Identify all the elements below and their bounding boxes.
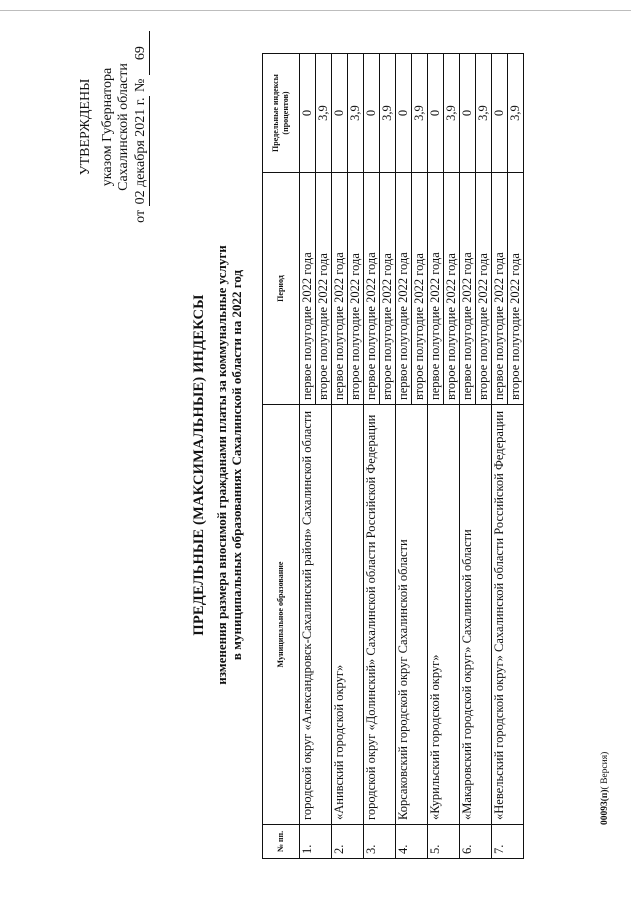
index-second: 3,9 <box>348 54 364 173</box>
municipality-name: «Курильский городской округ» <box>428 405 460 825</box>
table-row <box>300 54 316 859</box>
approval-number-label: № <box>133 78 148 93</box>
approval-block <box>78 27 150 227</box>
period-second: второе полугодие 2022 года <box>316 173 332 405</box>
table-row <box>428 54 444 859</box>
index-first: 0 <box>428 54 444 173</box>
approval-line-1: указом Губернатора <box>100 67 115 187</box>
municipality-name: Корсаковский городской округ Сахалинской области <box>396 405 428 825</box>
table-row <box>332 54 348 859</box>
approval-line-2: Сахалинской области <box>116 63 131 191</box>
approval-number: 69 <box>133 31 150 75</box>
index-first: 0 <box>396 54 412 173</box>
period-second: второе полугодие 2022 года <box>380 173 396 405</box>
period-first: первое полугодие 2022 года <box>460 173 476 405</box>
document-title: ПРЕДЕЛЬНЫЕ (МАКСИМАЛЬНЫЕ) ИНДЕКСЫ <box>191 294 207 636</box>
approval-date: 02 декабря 2021 г. <box>133 97 148 205</box>
document-footer <box>600 752 610 825</box>
table-row <box>492 54 508 859</box>
row-number: 2. <box>332 825 364 859</box>
document-version: ( Версия) <box>600 751 610 790</box>
municipality-name: городской округ «Долинский» Сахалинской области Российской Федерации <box>364 405 396 825</box>
index-second: 3,9 <box>412 54 428 173</box>
document-code: 00093(п) <box>600 789 610 825</box>
period-second: второе полугодие 2022 года <box>476 173 492 405</box>
index-first: 0 <box>460 54 476 173</box>
row-number: 5. <box>428 825 460 859</box>
municipality-name: городской округ «Александровск-Сахалинский район» Сахалинской области <box>300 405 332 825</box>
period-first: первое полугодие 2022 года <box>492 173 508 405</box>
period-second: второе полугодие 2022 года <box>444 173 460 405</box>
table-row <box>364 54 380 859</box>
municipality-name: «Анивский городской округ» <box>332 405 364 825</box>
period-first: первое полугодие 2022 года <box>300 173 316 405</box>
approval-date-line <box>133 27 150 227</box>
approval-title: УТВЕРЖДЕНЫ <box>78 78 93 176</box>
table-row <box>396 54 412 859</box>
row-number: 3. <box>364 825 396 859</box>
header-period: Период <box>263 173 300 405</box>
indices-table <box>262 53 524 859</box>
header-index: Предельные индексы (процентов) <box>263 54 300 173</box>
index-first: 0 <box>492 54 508 173</box>
row-number: 1. <box>300 825 332 859</box>
period-first: первое полугодие 2022 года <box>428 173 444 405</box>
table-row <box>460 54 476 859</box>
row-number: 4. <box>396 825 428 859</box>
document-subtitle-1: изменения размера вносимой гражданами платы за коммунальные услуги <box>214 245 229 685</box>
index-first: 0 <box>300 54 316 173</box>
period-second: второе полугодие 2022 года <box>348 173 364 405</box>
approval-from-label: от <box>133 209 148 223</box>
period-first: первое полугодие 2022 года <box>396 173 412 405</box>
header-municipality: Муниципальное образование <box>263 405 300 825</box>
table-header-row <box>263 54 300 859</box>
table-body <box>300 54 524 859</box>
row-number: 7. <box>492 825 524 859</box>
index-first: 0 <box>364 54 380 173</box>
index-second: 3,9 <box>508 54 524 173</box>
document-heading <box>190 185 244 745</box>
municipality-name: «Макаровский городской округ» Сахалинской области <box>460 405 492 825</box>
index-second: 3,9 <box>316 54 332 173</box>
header-num: № пп. <box>263 825 300 859</box>
period-second: второе полугодие 2022 года <box>412 173 428 405</box>
index-second: 3,9 <box>380 54 396 173</box>
document-subtitle-2: в муниципальных образованиях Сахалинской области на 2022 год <box>229 269 244 661</box>
index-first: 0 <box>332 54 348 173</box>
municipality-name: «Невельский городской округ» Сахалинской области Российской Федерации <box>492 405 524 825</box>
period-first: первое полугодие 2022 года <box>332 173 348 405</box>
period-second: второе полугодие 2022 года <box>508 173 524 405</box>
period-first: первое полугодие 2022 года <box>364 173 380 405</box>
index-second: 3,9 <box>444 54 460 173</box>
index-second: 3,9 <box>476 54 492 173</box>
row-number: 6. <box>460 825 492 859</box>
